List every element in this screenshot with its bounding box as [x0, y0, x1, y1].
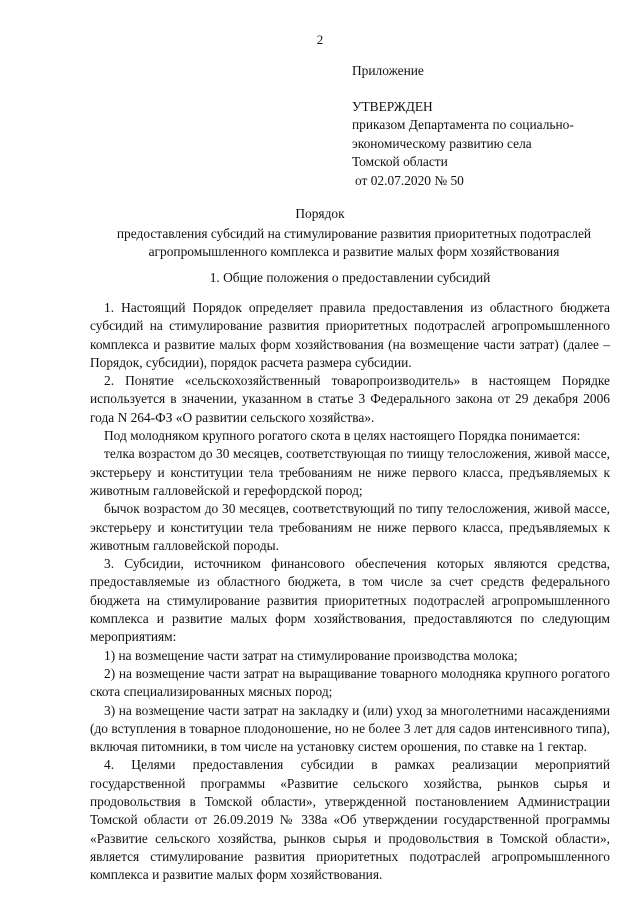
paragraph: 4. Целями предоставления субсидии в рамках реализации мероприятий государственной программы «Развитие сельского хозяйства, рынков сырья и продовольствия в Томской области», утвержденной постановлением Администрации Томской области от 26.09.2019 № 338а «Об утверждении государственной программы «Развитие сельского хозяйства, рынков сырья и продовольствия в Томской области», является стимулирование развития приоритетных подотраслей агропромышленного комплекса и развитие малых форм хозяйствования.	[90, 757, 610, 883]
order-date: от 02.07.2020 № 50	[355, 172, 464, 188]
section-heading: 1. Общие положения о предоставлении субсидий	[209, 270, 491, 285]
document-subtitle: предоставления субсидий на стимулирование развития приоритетных подотраслей агропромышленного комплекса и развитие малых форм хозяйствования	[116, 226, 592, 259]
appendix-label: Приложение	[352, 63, 424, 78]
paragraph: бычок возрастом до 30 месяцев, соответствующий по типу телосложения, живой массе, экстерьеру и конституции тела требованиям не ниже первого класса, предъявляемых к животным галловейской породы.	[90, 501, 610, 553]
document-title: Порядок	[295, 206, 345, 221]
approval-block	[352, 62, 622, 190]
paragraph: 1) на возмещение части затрат на стимулирование производства молока;	[104, 647, 518, 663]
order-line: приказом Департамента по социально-	[352, 117, 574, 132]
paragraph: телка возрастом до 30 месяцев, соответствующая по тиищу телосложения, живой массе, экстерьеру и конституции тела требованиям не ниже первого класса, предъявляемых к животным галловейской и герефордской пород;	[90, 446, 610, 498]
paragraph: 1. Настоящий Порядок определяет правила предоставления из областного бюджета субсидий на стимулирование развития приоритетных подотраслей агропромышленного комплекса и развитие малых форм хозяйствования (на возмещение части затрат) (далее – Порядок, субсидии), порядок расчета размера субсидии.	[90, 300, 610, 370]
order-line: Томской области	[352, 154, 448, 169]
paragraph: Под молодняком крупного рогатого скота в целях настоящего Порядка понимается:	[104, 428, 581, 444]
paragraph: 2. Понятие «сельскохозяйственный товаропроизводитель» в настоящем Порядке используется в значении, указанном в статье 3 Федерального закона от 29 декабря 2006 года N 264-ФЗ «О развитии сельского хозяйства».	[90, 373, 610, 425]
paragraph: 3) на возмещение части затрат на закладку и (или) уход за многолетними насаждениями (до вступления в товарное плодоношение, но не более 3 лет для садов интенсивного типа), включая питомники, в том числе на установку систем орошения, по ставке на 1 гектар.	[90, 702, 610, 755]
spacer	[352, 81, 622, 98]
document-body	[90, 299, 610, 885]
page-number: 2	[316, 32, 324, 47]
paragraph: 3. Субсидии, источником финансового обеспечения которых являются средства, предоставляемые из областного бюджета, в том числе за счет средств федерального бюджета на стимулирование развития приоритетных подотраслей агропромышленного комплекса и развитие малых форм хозяйствования, предоставляются по следующим мероприятиям:	[90, 556, 610, 645]
paragraph: 2) на возмещение части затрат на выращивание товарного молодняка крупного рогатого скота специализированных мясных пород;	[90, 665, 610, 700]
order-line: экономическому развитию села	[352, 135, 532, 151]
approved-label: УТВЕРЖДЕН	[352, 98, 433, 114]
